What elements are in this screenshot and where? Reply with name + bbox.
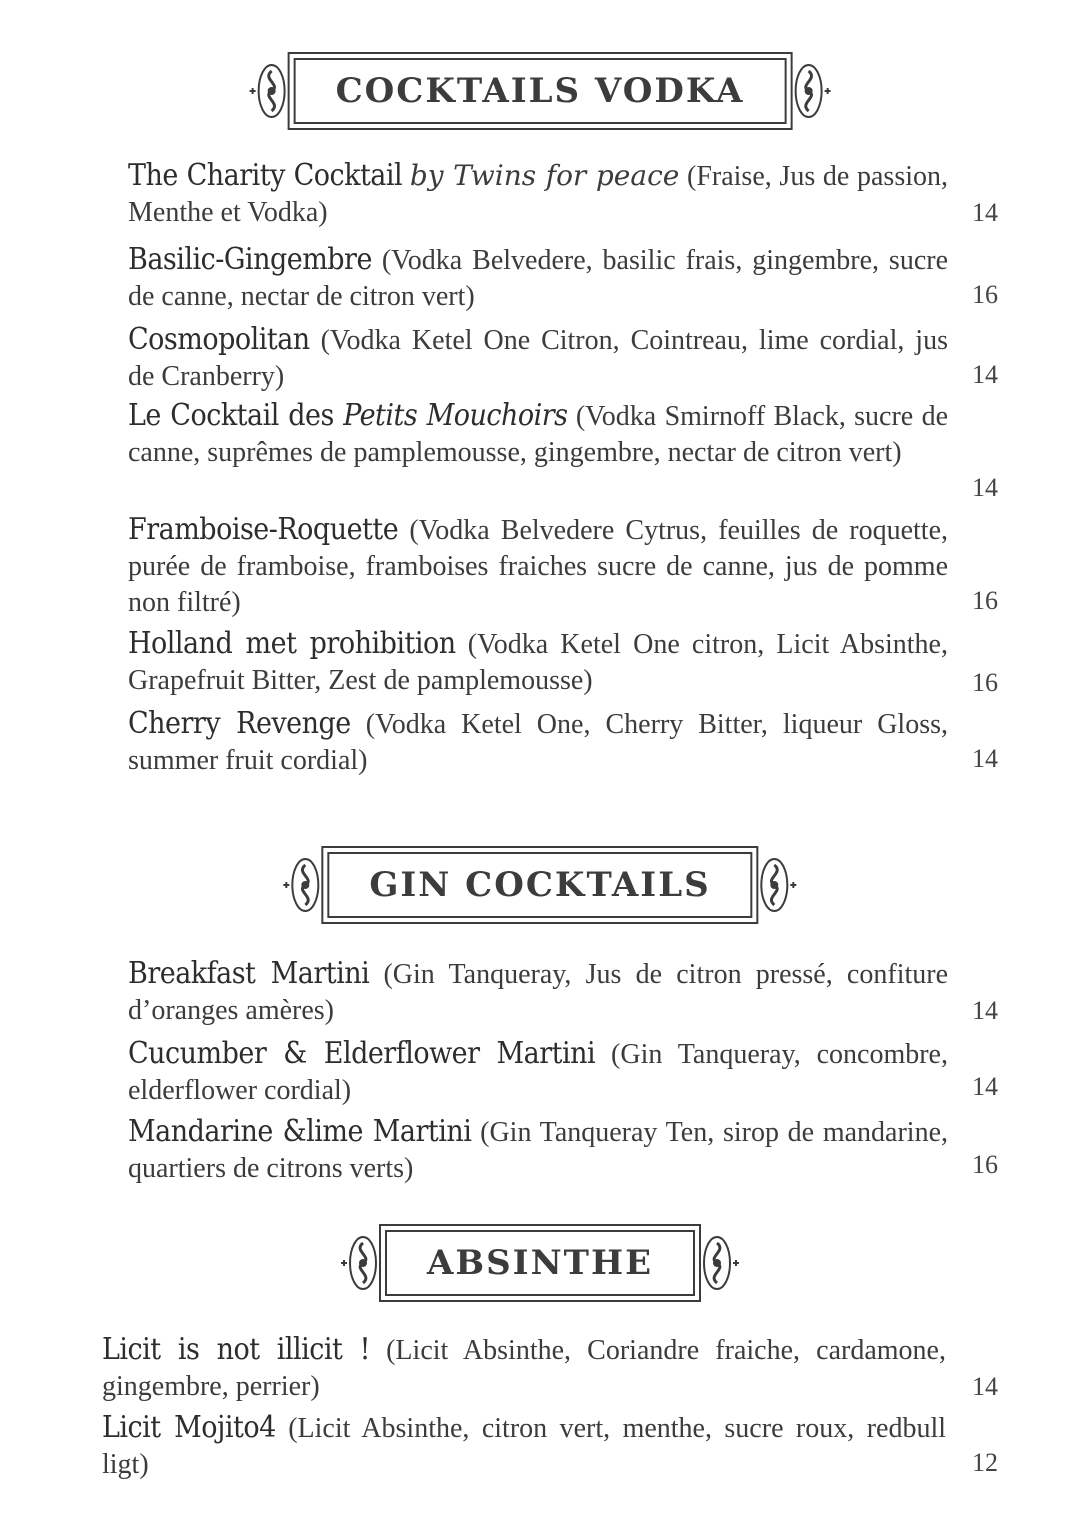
item-description: (Gin Tanqueray, Jus de citron pressé, confiture d’oranges amères): [128, 959, 948, 1026]
section-title: ABSINTHE: [385, 1230, 695, 1296]
ornament-left-icon: [339, 1233, 379, 1293]
item-name: Holland met prohibition: [128, 626, 456, 661]
item-description: (Gin Tanqueray, concombre, elderflower cordial): [128, 1039, 948, 1106]
section-banner: [248, 52, 833, 130]
item-name: Cherry Revenge: [128, 706, 351, 741]
item-description: (Gin Tanqueray Ten, sirop de mandarine, quartiers de citrons verts): [128, 1117, 948, 1184]
item-description: (Vodka Ketel One citron, Licit Absinthe, Grapefruit Bitter, Zest de pamplemousse): [128, 629, 948, 696]
item-name: Cosmopolitan: [128, 322, 310, 357]
item-price: 14: [972, 996, 998, 1025]
item-price: 14: [972, 360, 998, 389]
item-name-italic: Petits Mouchoirs: [343, 398, 568, 433]
section-banner: [339, 1224, 741, 1302]
menu-item: [128, 242, 948, 315]
item-description: (Licit Absinthe, citron vert, menthe, sucre roux, redbull ligt): [102, 1413, 946, 1480]
item-price: 16: [972, 586, 998, 615]
item-price: 16: [972, 280, 998, 309]
item-name: Mandarine &lime Martini: [128, 1114, 472, 1149]
item-price: 14: [972, 744, 998, 773]
menu-item: [102, 1332, 946, 1405]
item-byline: by Twins for peace: [409, 159, 680, 192]
item-description: (Vodka Belvedere, basilic frais, gingembre, sucre de canne, nectar de citron vert): [128, 245, 948, 312]
section-banner: [281, 846, 798, 924]
ornament-left-icon: [281, 855, 321, 915]
section-title: GIN COCKTAILS: [327, 852, 752, 918]
item-name: Licit is not illicit !: [102, 1332, 370, 1367]
ornament-right-icon: [792, 61, 832, 121]
item-price: 12: [972, 1448, 998, 1477]
item-name: Breakfast Martini: [128, 956, 370, 991]
item-price: 16: [972, 1150, 998, 1179]
item-description: (Vodka Ketel One Citron, Cointreau, lime cordial, jus de Cranberry): [128, 325, 948, 392]
section-title-frame: [379, 1224, 701, 1302]
item-description: (Vodka Ketel One, Cherry Bitter, liqueur Gloss, summer fruit cordial): [128, 709, 948, 776]
menu-item: [128, 512, 948, 621]
item-name-part: Le Cocktail des: [128, 398, 344, 433]
item-name: Cucumber & Elderflower Martini: [128, 1036, 596, 1071]
item-price: 14: [972, 473, 998, 502]
section-title-frame: [288, 52, 793, 130]
item-price: 14: [972, 1372, 998, 1401]
ornament-right-icon: [701, 1233, 741, 1293]
section-title-frame: [321, 846, 758, 924]
menu-item: [128, 706, 948, 779]
item-name: Licit Mojito4: [102, 1410, 276, 1445]
ornament-right-icon: [759, 855, 799, 915]
menu-item: [128, 1036, 948, 1109]
item-description: (Licit Absinthe, Coriandre fraiche, cardamone, gingembre, perrier): [102, 1335, 946, 1402]
menu-item: [128, 1114, 948, 1187]
menu-item: [102, 1410, 946, 1483]
item-description: (Vodka Belvedere Cytrus, feuilles de roquette, purée de framboise, framboises fraiches sucre de canne, jus de pomme non filtré): [128, 515, 948, 618]
item-name: Framboise-Roquette: [128, 512, 399, 547]
item-name: [128, 398, 568, 433]
ornament-left-icon: [248, 61, 288, 121]
menu-item: [128, 158, 948, 231]
item-name: The Charity Cocktail: [128, 158, 403, 193]
item-description: (Fraise, Jus de passion, Menthe et Vodka): [128, 161, 948, 228]
menu-item: [128, 322, 948, 395]
item-name: Basilic-Gingembre: [128, 242, 372, 277]
item-price: 14: [972, 1072, 998, 1101]
item-price: 16: [972, 668, 998, 697]
menu-item: [128, 956, 948, 1029]
item-price: 14: [972, 198, 998, 227]
section-title: COCKTAILS VODKA: [294, 58, 787, 124]
item-description: (Vodka Smirnoff Black, sucre de canne, suprêmes de pamplemousse, gingembre, nectar de citron vert): [128, 401, 949, 468]
menu-item: [128, 398, 948, 471]
menu-item: [128, 626, 948, 699]
